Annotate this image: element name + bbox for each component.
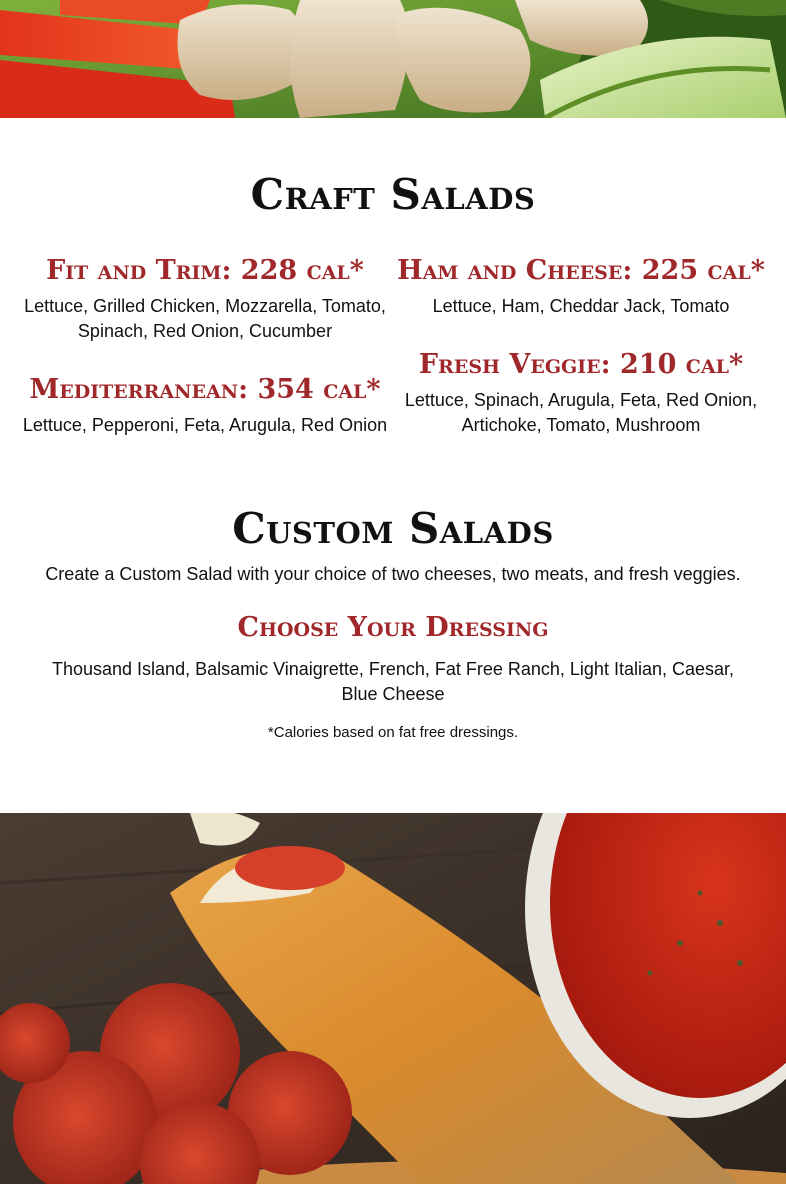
salad-ingredients: Lettuce, Ham, Cheddar Jack, Tomato — [432, 296, 730, 316]
salad-name: Ham and Cheese: 225 cal* — [397, 255, 765, 286]
salad-name: Fit and Trim: 228 cal* — [46, 255, 364, 286]
craft-salads-heading: Craft Salads — [250, 170, 536, 219]
salad-item-fit-and-trim — [20, 254, 390, 344]
dressing-heading: Choose Your Dressing — [237, 612, 549, 643]
dressing-list: Thousand Island, Balsamic Vinaigrette, French, Fat Free Ranch, Light Italian, Caesar, Blue Cheese — [51, 659, 735, 704]
custom-salads-heading: Custom Salads — [232, 504, 554, 553]
calorie-footnote: *Calories based on fat free dressings. — [267, 724, 519, 741]
salad-ingredients: Lettuce, Spinach, Arugula, Feta, Red Onion, Artichoke, Tomato, Mushroom — [404, 390, 758, 435]
custom-salads-description: Create a Custom Salad with your choice of two cheeses, two meats, and fresh veggies. — [45, 564, 741, 584]
salad-item-fresh-veggie — [396, 348, 766, 438]
stromboli-hero-image — [0, 813, 786, 1184]
salad-photo — [0, 0, 786, 118]
salad-item-mediterranean — [20, 373, 390, 438]
stromboli-photo — [0, 813, 786, 1184]
salad-item-ham-and-cheese — [396, 254, 766, 319]
salad-ingredients: Lettuce, Grilled Chicken, Mozzarella, Tomato, Spinach, Red Onion, Cucumber — [24, 296, 386, 341]
salad-ingredients: Lettuce, Pepperoni, Feta, Arugula, Red Onion — [22, 415, 388, 435]
salad-name: Mediterranean: 354 cal* — [29, 374, 381, 405]
salad-name: Fresh Veggie: 210 cal* — [418, 349, 744, 380]
salad-hero-image — [0, 0, 786, 118]
